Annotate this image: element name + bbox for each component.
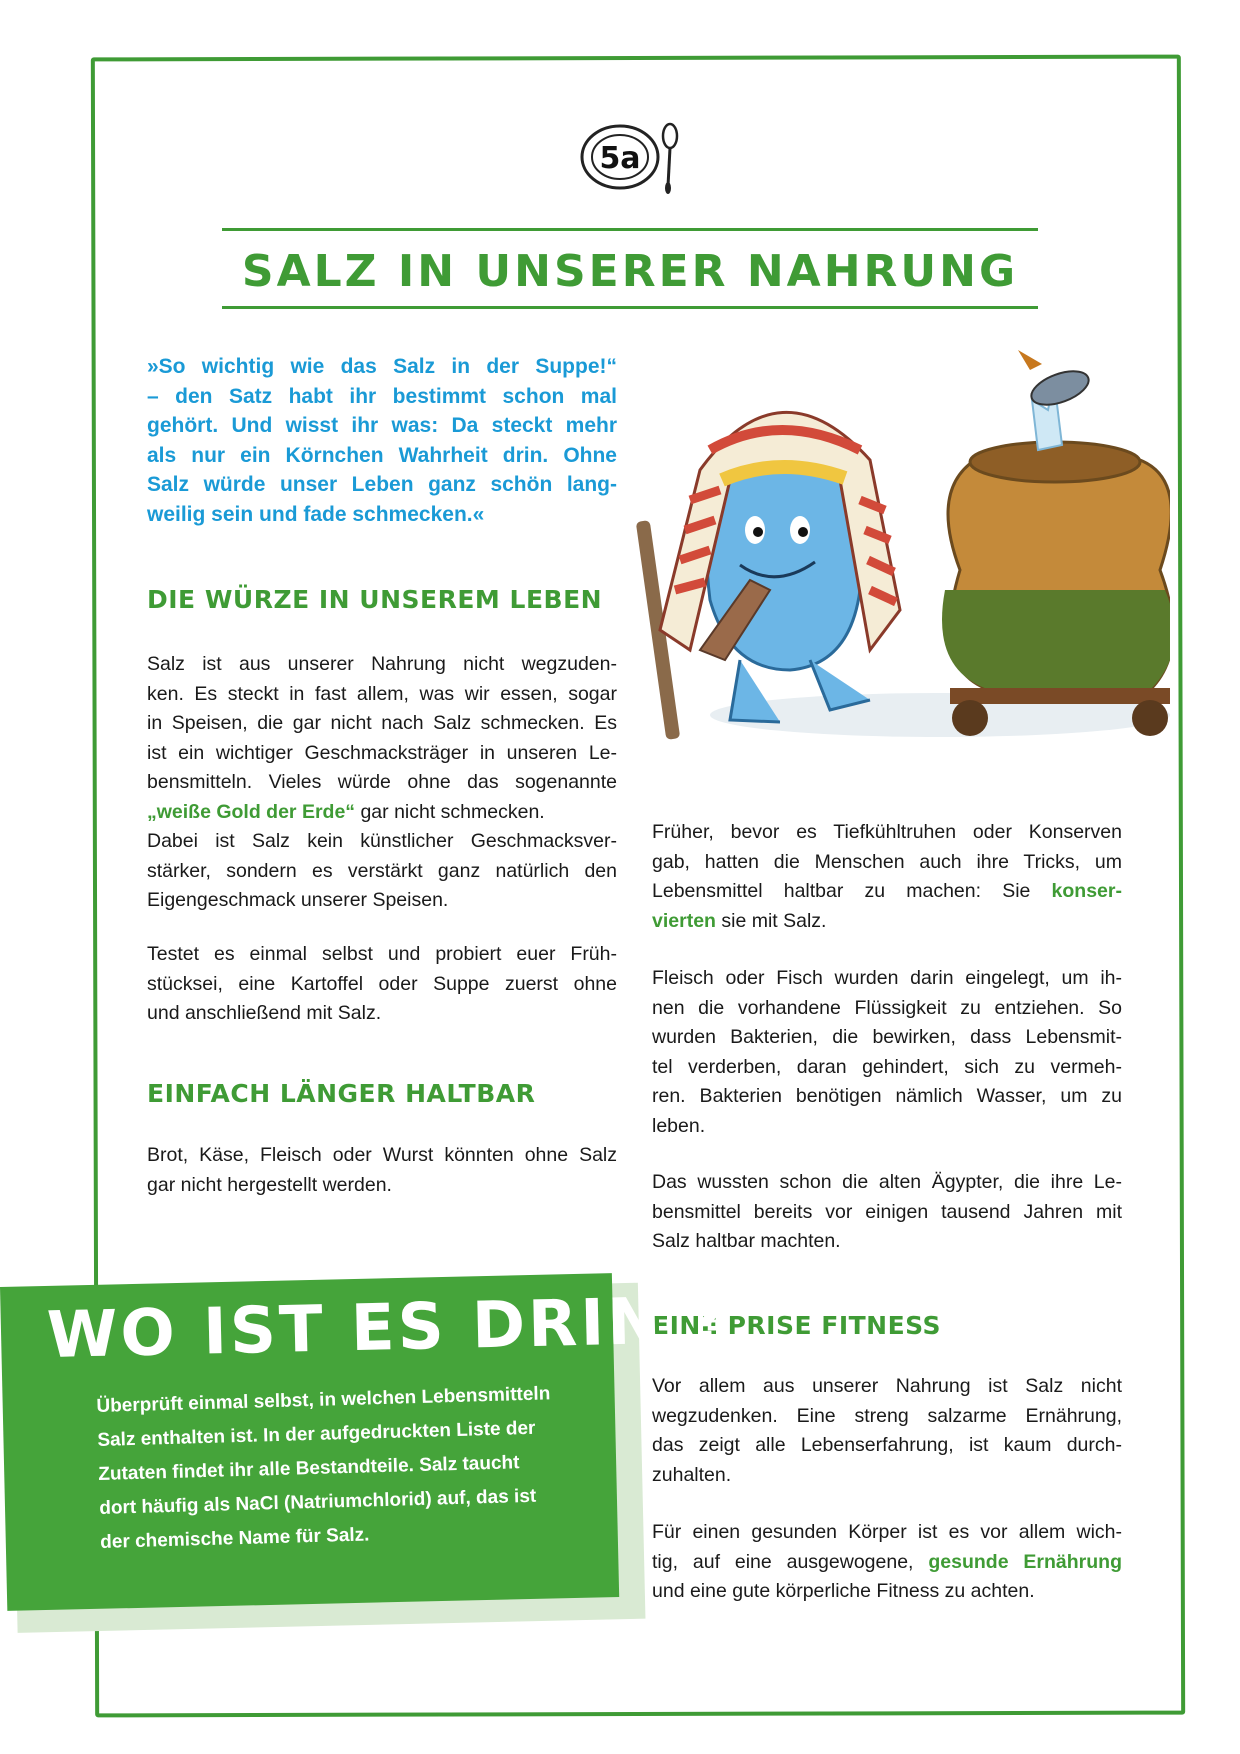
text-line: ken. Es steckt in fast allem, was wir essen, sogar (147, 682, 617, 705)
page-title: SALZ IN UNSERER NAHRUNG (241, 246, 1019, 297)
paragraph-haltbar (147, 1141, 617, 1200)
callout-line: der chemische Name für Salz. (99, 1524, 370, 1553)
callout-text (96, 1377, 571, 1560)
intro-line: Salz würde unser Leben ganz schön lang- (147, 473, 617, 496)
pharaoh-salt-mascot-illustration (630, 350, 1170, 760)
intro-line: – den Satz habt ihr bestimmt schon mal (147, 384, 617, 408)
text-line (652, 907, 1122, 937)
intro-line: gehört. Und wisst ihr was: Da steckt mehr (147, 414, 617, 437)
text-line: ist ein wichtiger Geschmacksträger in unseren Le- (147, 741, 617, 764)
text-line: Eigengeschmack unserer Speisen. (147, 889, 449, 911)
callout-line: Zutaten findet ihr alle Bestandteile. Salz taucht (98, 1452, 520, 1485)
text-line: gar nicht hergestellt werden. (147, 1173, 392, 1196)
intro-line: als nur ein Körnchen Wahrheit drin. Ohne (147, 443, 617, 467)
text-line: Dabei ist Salz kein künstlicher Geschmacksver- (147, 830, 617, 852)
text-fragment: gar nicht schmecken. (355, 800, 545, 823)
text-line: Vor allem aus unserer Nahrung ist Salz nicht (652, 1375, 1122, 1397)
text-line: leben. (652, 1114, 706, 1137)
text-line: Für einen gesunden Körper ist es vor allem wich- (652, 1521, 1122, 1543)
paragraph-fleisch (652, 964, 1122, 1141)
heading-fitness: EINE PRISE FITNESS (652, 1311, 942, 1340)
text-line: tel verderben, daran gehindert, sich zu vermeh- (652, 1055, 1122, 1078)
text-line: gab, hatten die Menschen auch ihre Tricks, um (652, 850, 1122, 873)
text-line: stärker, sondern es verstärkt ganz natürlich den (147, 859, 617, 882)
callout-line: Salz enthalten ist. In der aufgedruckten Liste der (97, 1417, 536, 1451)
text-line: in Speisen, die gar nicht nach Salz schmecken. Es (147, 712, 617, 734)
intro-quote (147, 352, 617, 529)
text-line: bensmitteln. Vieles würde ohne das sogenannte (147, 771, 617, 793)
highlight-weisses-gold: „weiße Gold der Erde“ (147, 800, 356, 823)
text-line: und anschließend mit Salz. (147, 1002, 382, 1024)
text-line: Brot, Käse, Fleisch oder Wurst könnten ohne Salz (147, 1144, 617, 1166)
text-fragment: Lebensmittel haltbar zu machen: Sie (652, 880, 1052, 902)
text-line: Salz ist aus unserer Nahrung nicht wegzuden- (147, 653, 617, 675)
text-line: Salz haltbar machten. (652, 1230, 841, 1252)
intro-line: »So wichtig wie das Salz in der Suppe!“ (147, 355, 617, 378)
callout-line: Überprüft einmal selbst, in welchen Lebensmitteln (96, 1383, 551, 1417)
title-rule-bottom (222, 306, 1038, 309)
text-line (652, 877, 1122, 907)
text-line: Fleisch oder Fisch wurden darin eingelegt, um ih- (652, 967, 1122, 989)
text-line: das zeigt alle Lebenserfahrung, ist kaum durch- (652, 1434, 1122, 1456)
text-line: nen die vorhandene Flüssigkeit zu entziehen. So (652, 996, 1122, 1019)
text-fragment: tig, auf eine ausgewogene, (652, 1550, 929, 1573)
text-line: ren. Bakterien benötigen nämlich Wasser, um zu (652, 1085, 1122, 1107)
text-line: Testet es einmal selbst und probiert euer Früh- (147, 943, 617, 965)
text-line: und eine gute körperliche Fitness zu achten. (652, 1580, 1035, 1602)
text-line (652, 1548, 1122, 1578)
highlight-gesunde-ernaehrung: gesunde Ernährung (928, 1550, 1123, 1573)
heading-haltbar: EINFACH LÄNGER HALTBAR (147, 1079, 536, 1108)
callout-heading: WO IST ES DRIN ? (46, 1283, 730, 1373)
title-rule-top (222, 228, 1038, 231)
highlight-konservierten: vierten (652, 909, 716, 932)
text-line: wurden Bakterien, die bewirken, dass Lebensmit- (652, 1026, 1122, 1048)
paragraph-konserven (652, 818, 1122, 936)
text-line: wegzudenken. Eine streng salzarme Ernährung, (652, 1404, 1122, 1427)
plate-spoon-icon (578, 120, 683, 198)
text-line: stücksei, eine Kartoffel oder Suppe zuerst ohne (147, 972, 617, 995)
badge-label: 5a (599, 141, 641, 176)
intro-line: weilig sein und fade schmecken.« (147, 502, 485, 526)
text-line: Das wussten schon die alten Ägypter, die ihre Le- (652, 1171, 1122, 1193)
paragraph-gesund (652, 1518, 1122, 1607)
callout-line: dort häufig als NaCl (Natriumchlorid) auf, das ist (99, 1485, 537, 1519)
heading-wuerze: DIE WÜRZE IN UNSEREM LEBEN (147, 585, 603, 614)
text-fragment: sie mit Salz. (715, 909, 827, 932)
text-line: bensmittel bereits vor einigen tausend Jahren mit (652, 1200, 1122, 1223)
paragraph-testet (147, 940, 617, 1029)
text-line: Früher, bevor es Tiefkühltruhen oder Konserven (652, 821, 1122, 843)
highlight-konservierten: konser- (1051, 880, 1122, 902)
paragraph-aegypter (652, 1168, 1122, 1257)
paragraph-fitness (652, 1372, 1122, 1490)
text-line: zuhalten. (652, 1463, 732, 1486)
text-line (147, 798, 617, 828)
paragraph-wuerze (147, 650, 617, 916)
